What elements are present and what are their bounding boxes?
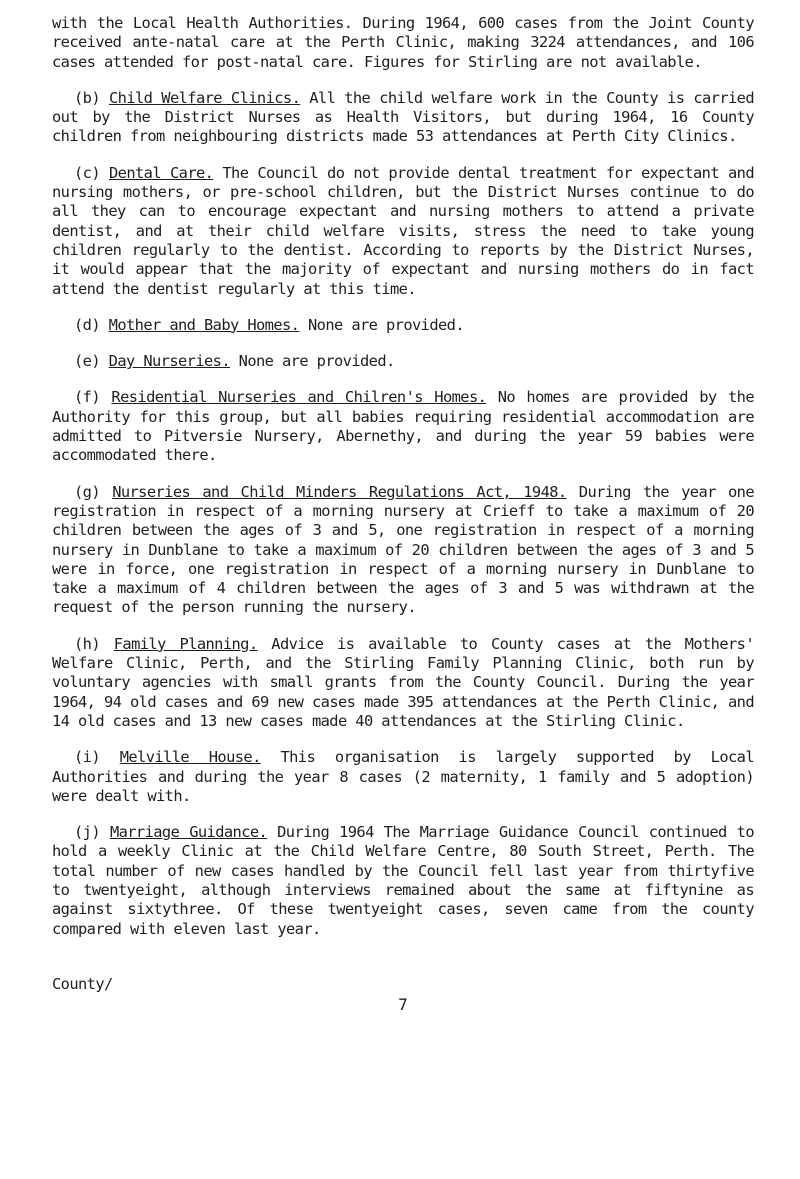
catchword: County/ (52, 974, 113, 993)
section-h (52, 635, 754, 731)
section-label: (b) (74, 88, 100, 107)
section-body: The Council do not provide dental treatment for expectant and nursing mothers, or pre-school children, but the District Nurses continue to do all they can to encourage expectant and nursing mothers to attend a private dentist, and at their child welfare visits, stress the need to take young children regularly to the dentist. According to reports by the District Nurses, it would appear that the majority of expectant and nursing mothers do in fact attend the dentist regularly at this time. (52, 163, 755, 298)
section-label: (h) (74, 634, 100, 653)
section-heading: Melville House. (119, 748, 261, 767)
page-number: 7 (398, 994, 408, 1014)
section-heading: Residential Nurseries and Chilren's Homes. (111, 388, 487, 407)
section-label: (d) (74, 315, 100, 334)
section-label: (j) (74, 823, 100, 842)
section-body: None are provided. (238, 352, 395, 371)
section-heading: Mother and Baby Homes. (108, 315, 300, 334)
section-label: (i) (74, 748, 100, 767)
section-f (52, 388, 754, 465)
section-body: This organisation is largely supported by Local Authorities and during the year 8 cases (2 maternity, 1 family and 5 adoption) were dealt with. (52, 748, 754, 805)
section-label: (c) (74, 163, 100, 182)
section-body: During 1964 The Marriage Guidance Council continued to hold a weekly Clinic at the Child Welfare Centre, 80 South Street, Perth. The total number of new cases handled by the Council fell last year from thirtyfive to twentyeight, although interviews remained about the same at fiftynine as against sixtythree. Of these twentyeight cases, seven came from the county compared with eleven last year. (52, 823, 754, 938)
section-j (52, 823, 754, 939)
section-body: None are provided. (308, 315, 464, 334)
intro-paragraph: with the Local Health Authorities. During 1964, 600 cases from the Joint County received ante-natal care at the Perth Clinic, making 3224 attendances, and 106 cases attended for post-natal care. Figures for Stirling are not available. (52, 14, 754, 71)
section-heading: Dental Care. (109, 163, 214, 182)
section-label: (f) (74, 388, 100, 407)
section-body: Advice is available to County cases at the Mothers' Welfare Clinic, Perth, and the Stirling Family Planning Clinic, both run by voluntary agencies with small grants from the County Council. During the year 1964, 94 old cases and 69 new cases made 395 attendances at the Perth Clinic, and 14 old cases and 13 new cases made 40 attendances at the Stirling Clinic. (52, 634, 754, 730)
section-b (52, 89, 754, 147)
section-c (52, 164, 754, 299)
section-g (52, 483, 754, 618)
section-heading: Nurseries and Child Minders Regulations Act, 1948. (112, 482, 567, 501)
section-heading: Day Nurseries. (108, 352, 230, 371)
section-i (52, 748, 754, 806)
section-d (52, 316, 754, 335)
section-body: No homes are provided by the Authority for this group, but all babies requiring residential accommodation are admitted to Pitversie Nursery, Abernethy, and during the year 59 babies were accommodated there. (52, 388, 754, 465)
section-label: (g) (74, 482, 100, 501)
section-heading: Child Welfare Clinics. (108, 88, 301, 107)
section-heading: Family Planning. (113, 634, 258, 653)
section-e (52, 352, 754, 371)
section-body: During the year one registration in respect of a morning nursery at Crieff to take a maximum of 20 children between the ages of 3 and 5, one registration in respect of a morning nursery in Dunblane to take a maximum of 20 children between the ages of 3 and 5 were in force, one registration in respect of a morning nursery in Dunblane to take a maximum of 4 children between the ages of 3 and 5 was withdrawn at the request of the person running the nursery. (52, 482, 754, 617)
section-body: All the child welfare work in the County is carried out by the District Nurses as Health Visitors, but during 1964, 16 County children from neighbouring districts made 53 attendances at Perth City Clinics. (52, 88, 755, 146)
section-heading: Marriage Guidance. (109, 823, 268, 842)
section-label: (e) (74, 352, 100, 371)
